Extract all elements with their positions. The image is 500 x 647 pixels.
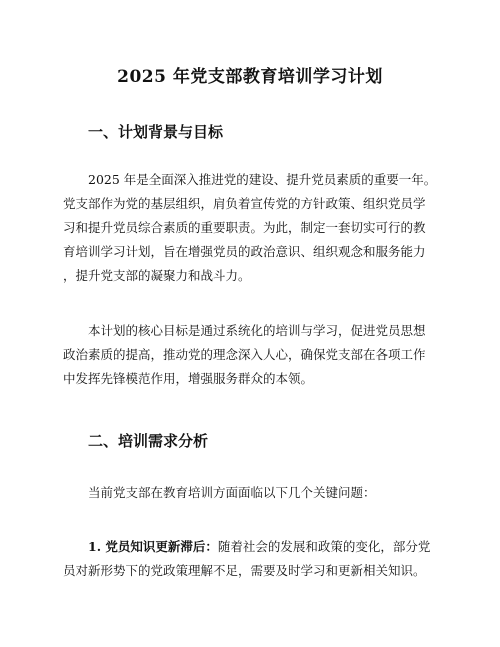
paragraph-line: 政治素质的提高，推动党的理念深入人心，确保党支部在各项工作 (63, 347, 426, 362)
paragraph-line (88, 535, 448, 559)
list-item-text: 随着社会的发展和政策的变化，部分党 (217, 539, 431, 554)
paragraph-line: 党支部作为党的基层组织，肩负着宣传党的方针政策、组织党员学 (63, 196, 426, 211)
paragraph-line: 育培训学习计划，旨在增强党员的政治意识、组织观念和服务能力 (63, 244, 426, 259)
paragraph-background (63, 168, 448, 288)
paragraph-line: 本计划的核心目标是通过系统化的培训与学习，促进党员思想 (88, 323, 426, 338)
paragraph-line: 员对新形势下的党政策理解不足，需要及时学习和更新相关知识。 (63, 563, 426, 578)
paragraph-needs-intro (88, 481, 448, 505)
section-heading-needs-analysis: 二、培训需求分析 (88, 432, 209, 450)
paragraph-line: 2025 年是全面深入推进党的建设、提升党员素质的重要一年。 (88, 172, 437, 187)
section-heading-background-goals: 一、计划背景与目标 (88, 123, 224, 141)
paragraph-line: 中发挥先锋模范作用，增强服务群众的本领。 (63, 371, 314, 386)
paragraph-goals (63, 319, 448, 391)
paragraph-line: 习和提升党员综合素质的重要职责。为此，制定一套切实可行的教 (63, 220, 426, 235)
paragraph-line: 当前党支部在教育培训方面面临以下几个关键问题： (88, 485, 376, 500)
paragraph-line: ，提升党支部的凝聚力和战斗力。 (63, 268, 251, 283)
document-title: 2025 年党支部教育培训学习计划 (117, 67, 383, 87)
list-item-label: 1. 党员知识更新滞后： (88, 539, 218, 554)
list-item-knowledge-update (63, 535, 448, 583)
